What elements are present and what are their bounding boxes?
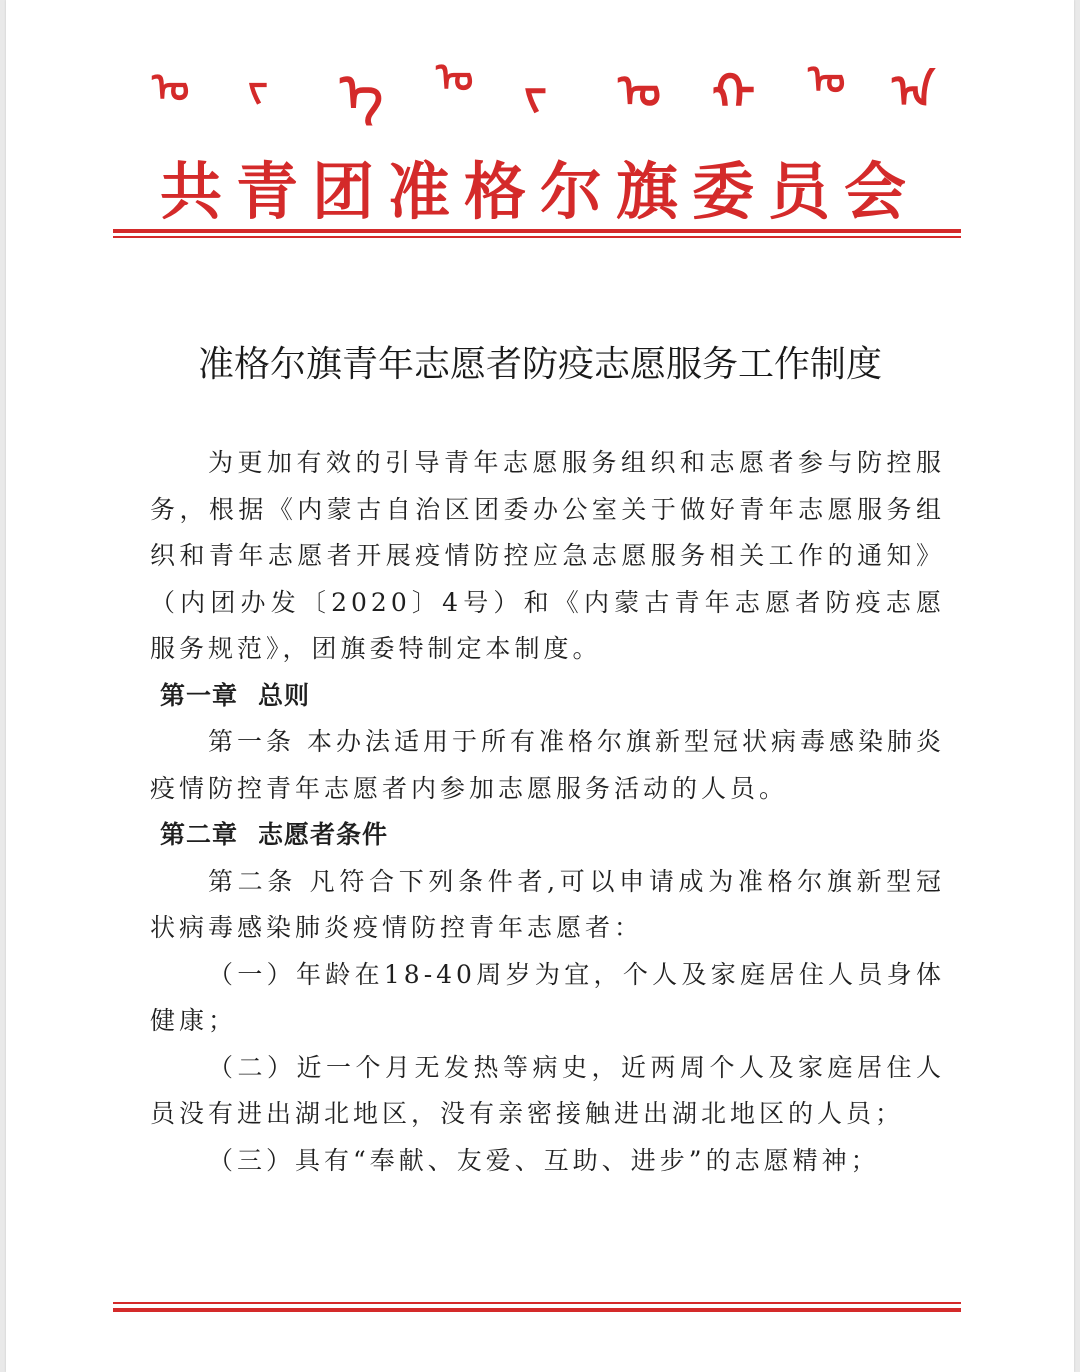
mongolian-glyph: ᠤ	[808, 56, 846, 103]
list-item: （三）具有“奉献、友爱、互助、进步”的志愿精神；	[208, 1145, 880, 1175]
chapter-number: 第一章	[160, 680, 239, 710]
list-item: （一）年龄在18-40周岁为宜，个人及家庭居住人员身体健康；	[150, 959, 945, 1035]
mongolian-glyph: ᠡ	[340, 63, 383, 124]
chapter-number: 第二章	[160, 820, 239, 849]
mongolian-script-header	[140, 54, 940, 128]
organization-name: 共青团准格尔旗委员会	[159, 155, 920, 228]
article-1: 第一条 本办法适用于所有准格尔旗新型冠状病毒感染肺炎疫情防控青年志愿者内参加志愿服务活动的人员。	[150, 727, 945, 803]
mongolian-glyph: ᠵ	[248, 64, 268, 111]
article-2: 第二条 凡符合下列条件者,可以申请成为准格尔旗新型冠状病毒感染肺炎疫情防控青年志愿者：	[150, 866, 945, 942]
mongolian-glyph: ᠵ	[524, 66, 547, 120]
footer-thick-rule	[113, 1308, 961, 1312]
intro-paragraph: 为更加有效的引导青年志愿服务组织和志愿者参与防控服务，根据《内蒙古自治区团委办公室关于做好青年志愿服务组织和青年志愿者开展疫情防控应急志愿服务相关工作的通知》（内团办发〔2020〕4号）和《内蒙古青年志愿者防疫志愿服务规范》，团旗委特制定本制度。	[150, 448, 945, 663]
mongolian-glyph: ᠤ	[618, 64, 661, 118]
chapter-heading-2	[150, 812, 945, 859]
document-body	[150, 440, 945, 1184]
mongolian-glyph: ᠠ	[892, 64, 935, 118]
list-item: （二）近一个月无发热等病史，近两周个人及家庭居住人员没有进出湖北地区，没有亲密接触进出湖北地区的人员；	[150, 1052, 945, 1128]
chapter-name: 总则	[258, 680, 311, 710]
footer-thin-rule	[113, 1302, 961, 1304]
mongolian-glyph: ᠤ	[436, 54, 474, 101]
mongolian-glyph: ᠤ	[152, 64, 190, 111]
header-thin-rule	[113, 236, 961, 238]
document-title: 准格尔旗青年志愿者防疫志愿服务工作制度	[197, 344, 882, 385]
mongolian-glyph: ᠬ	[712, 63, 756, 122]
chapter-heading-1	[150, 673, 945, 720]
chapter-name: 志愿者条件	[258, 820, 389, 849]
header-thick-rule	[113, 229, 961, 233]
